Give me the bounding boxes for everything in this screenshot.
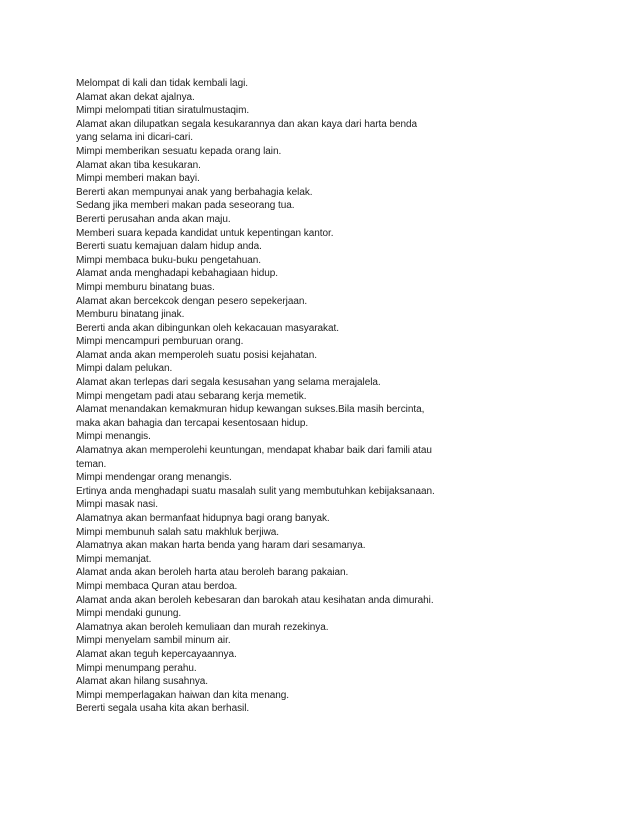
text-line: Mimpi memanjat.	[76, 553, 152, 565]
text-line: Mimpi mendengar orang menangis.	[76, 472, 232, 484]
text-line: Alamat akan terlepas dari segala kesusahan yang selama merajalela.	[76, 377, 381, 389]
text-line: Mimpi menyelam sambil minum air.	[76, 635, 231, 647]
text-line: Mimpi memburu binatang buas.	[76, 281, 215, 293]
text-line: Mimpi menumpang perahu.	[76, 662, 197, 674]
text-line: Alamat akan teguh kepercayaannya.	[76, 648, 237, 660]
text-line: Mimpi mengetam padi atau sebarang kerja memetik.	[76, 390, 307, 402]
text-line: Alamat menandakan kemakmuran hidup kewangan sukses.Bila masih bercinta,	[76, 404, 425, 416]
text-line: teman.	[76, 458, 107, 470]
text-line: Bererti suatu kemajuan dalam hidup anda.	[76, 241, 262, 253]
text-line: Mimpi menangis.	[76, 431, 151, 443]
text-line: Alamatnya akan memperolehi keuntungan, mendapat khabar baik dari famili atau	[76, 445, 432, 457]
text-line: Alamat akan hilang susahnya.	[76, 676, 209, 688]
text-line: Sedang jika memberi makan pada seseorang tua.	[76, 200, 295, 212]
text-line: Alamat akan dilupatkan segala kesukarannya dan akan kaya dari harta benda	[76, 118, 418, 130]
text-line: Melompat di kali dan tidak kembali lagi.	[76, 78, 248, 89]
text-line: Bererti anda akan dibingunkan oleh kekacauan masyarakat.	[76, 322, 339, 334]
text-line: Mimpi membaca buku-buku pengetahuan.	[76, 254, 261, 266]
text-line: Mimpi memberi makan bayi.	[76, 173, 200, 185]
text-line: Bererti perusahan anda akan maju.	[76, 213, 231, 225]
text-line: Mimpi masak nasi.	[76, 499, 158, 511]
text-line: Bererti segala usaha kita akan berhasil.	[76, 703, 250, 715]
text-line: Alamat anda akan beroleh kebesaran dan barokah atau kesihatan anda dimurahi.	[76, 594, 434, 606]
text-line: maka akan bahagia dan tercapai kesentosaan hidup.	[76, 417, 309, 429]
text-line: Memberi suara kepada kandidat untuk kepentingan kantor.	[76, 227, 334, 239]
text-line: Mimpi memberikan sesuatu kepada orang lain.	[76, 145, 282, 157]
text-line: Alamat akan dekat ajalnya.	[76, 91, 195, 103]
text-line: Alamat akan tiba kesukaran.	[76, 159, 201, 171]
text-line: Alamat anda akan memperoleh suatu posisi kejahatan.	[76, 349, 317, 361]
text-line: Alamatnya akan beroleh kemuliaan dan murah rezekinya.	[76, 621, 329, 633]
text-line: Mimpi membunuh salah satu makhluk berjiwa.	[76, 526, 279, 538]
text-line: Alamat anda menghadapi kebahagiaan hidup.	[76, 268, 278, 280]
text-line: yang selama ini dicari-cari.	[76, 132, 193, 144]
text-line: Memburu binatang jinak.	[76, 309, 185, 321]
text-line: Mimpi membaca Quran atau berdoa.	[76, 580, 238, 592]
text-line: Alamatnya akan bermanfaat hidupnya bagi orang banyak.	[76, 513, 330, 524]
text-line: Mimpi mencampuri pemburuan orang.	[76, 336, 244, 348]
text-line: Mimpi memperlagakan haiwan dan kita menang.	[76, 689, 289, 701]
text-line: Ertinya anda menghadapi suatu masalah sulit yang membutuhkan kebijaksanaan.	[76, 485, 435, 497]
text-line: Alamat anda akan beroleh harta atau beroleh barang pakaian.	[76, 567, 349, 579]
text-line: Mimpi melompati titian siratulmustaqim.	[76, 105, 250, 117]
text-line: Alamat akan bercekcok dengan pesero sepekerjaan.	[76, 295, 308, 307]
text-line: Alamatnya akan makan harta benda yang haram dari sesamanya.	[76, 540, 366, 552]
text-line: Mimpi mendaki gunung.	[76, 608, 182, 620]
text-line: Mimpi dalam pelukan.	[76, 363, 173, 375]
text-line: Bererti akan mempunyai anak yang berbahagia kelak.	[76, 186, 313, 198]
document-text-block	[76, 77, 556, 716]
